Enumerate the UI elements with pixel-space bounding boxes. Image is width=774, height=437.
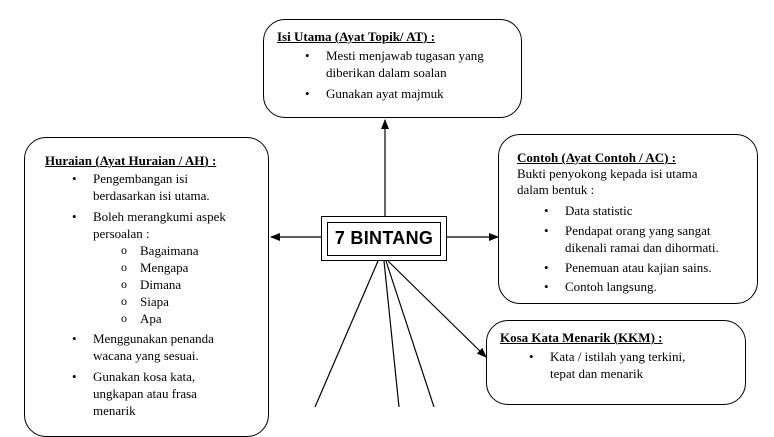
list-item-line: • Mesti menjawab tugasan yang xyxy=(326,48,484,63)
list-item-line: dikenali ramai dan dihormati. xyxy=(565,240,719,255)
contoh-intro-line: Bukti penyokong kepada isi utama xyxy=(517,166,698,181)
line-down-1 xyxy=(315,261,378,407)
list-item xyxy=(93,368,226,419)
list-item-line: • Data statistic xyxy=(565,203,633,218)
kosa-kata-title: Kosa Kata Menarik (KKM) : xyxy=(500,330,663,345)
list-item xyxy=(565,222,719,256)
list-item-line: • Gunakan kosa kata, xyxy=(93,369,196,384)
list-item xyxy=(93,330,226,364)
contoh-list xyxy=(565,202,719,295)
sub-list-item: o Bagaimana xyxy=(140,242,226,259)
isi-utama-box xyxy=(263,19,522,118)
center-node xyxy=(321,216,447,261)
huraian-sublist xyxy=(140,242,226,327)
isi-utama-list xyxy=(326,47,484,102)
isi-utama-title: Isi Utama (Ayat Topik/ AT) : xyxy=(277,29,436,44)
list-item-line: • Pendapat orang yang sangat xyxy=(565,223,711,238)
huraian-list xyxy=(93,170,226,419)
list-item-line: persoalan : xyxy=(93,226,150,241)
list-item xyxy=(550,348,685,382)
list-item-line: ungkapan atau frasa xyxy=(93,386,197,401)
kosa-kata-list xyxy=(550,348,685,382)
list-item-line: • Boleh merangkumi aspek xyxy=(93,209,226,224)
list-item xyxy=(565,259,719,276)
sub-list-item: o Mengapa xyxy=(140,259,226,276)
line-down-2 xyxy=(384,261,399,407)
list-item xyxy=(93,170,226,204)
contoh-title: Contoh (Ayat Contoh / AC) : xyxy=(517,150,677,165)
list-item-line: wacana yang sesuai. xyxy=(93,348,199,363)
sub-list-item: o Siapa xyxy=(140,293,226,310)
contoh-intro xyxy=(517,166,698,198)
list-item xyxy=(565,278,719,295)
contoh-intro-text: dalam bentuk : xyxy=(517,182,595,197)
list-item-line: tepat dan menarik xyxy=(550,366,644,381)
list-item-line: • Kata / istilah yang terkini, xyxy=(550,349,686,364)
huraian-box xyxy=(24,137,269,437)
list-item xyxy=(326,47,484,81)
arrow-to-kosa-kata xyxy=(388,261,486,357)
contoh-intro-line xyxy=(517,182,698,198)
contoh-box xyxy=(498,134,758,304)
list-item-line: menarik xyxy=(93,403,136,418)
kosa-kata-box xyxy=(486,320,746,405)
sub-list-item: o Apa xyxy=(140,310,226,327)
list-item-line: diberikan dalam soalan xyxy=(326,65,447,80)
list-item xyxy=(565,202,719,219)
list-item-line: • Menggunakan penanda xyxy=(93,331,214,346)
list-item-line: • Contoh langsung. xyxy=(565,279,657,294)
list-item-line: • Pengembangan isi xyxy=(93,171,188,186)
huraian-title: Huraian (Ayat Huraian / AH) : xyxy=(45,153,217,168)
list-item xyxy=(93,208,226,327)
sub-list-item: o Dimana xyxy=(140,276,226,293)
list-item xyxy=(326,85,484,102)
list-item-line: • Gunakan ayat majmuk xyxy=(326,86,444,101)
list-item-line: • Penemuan atau kajian sains. xyxy=(565,260,712,275)
center-label: 7 BINTANG xyxy=(327,222,441,256)
list-item-line: berdasarkan isi utama. xyxy=(93,188,210,203)
